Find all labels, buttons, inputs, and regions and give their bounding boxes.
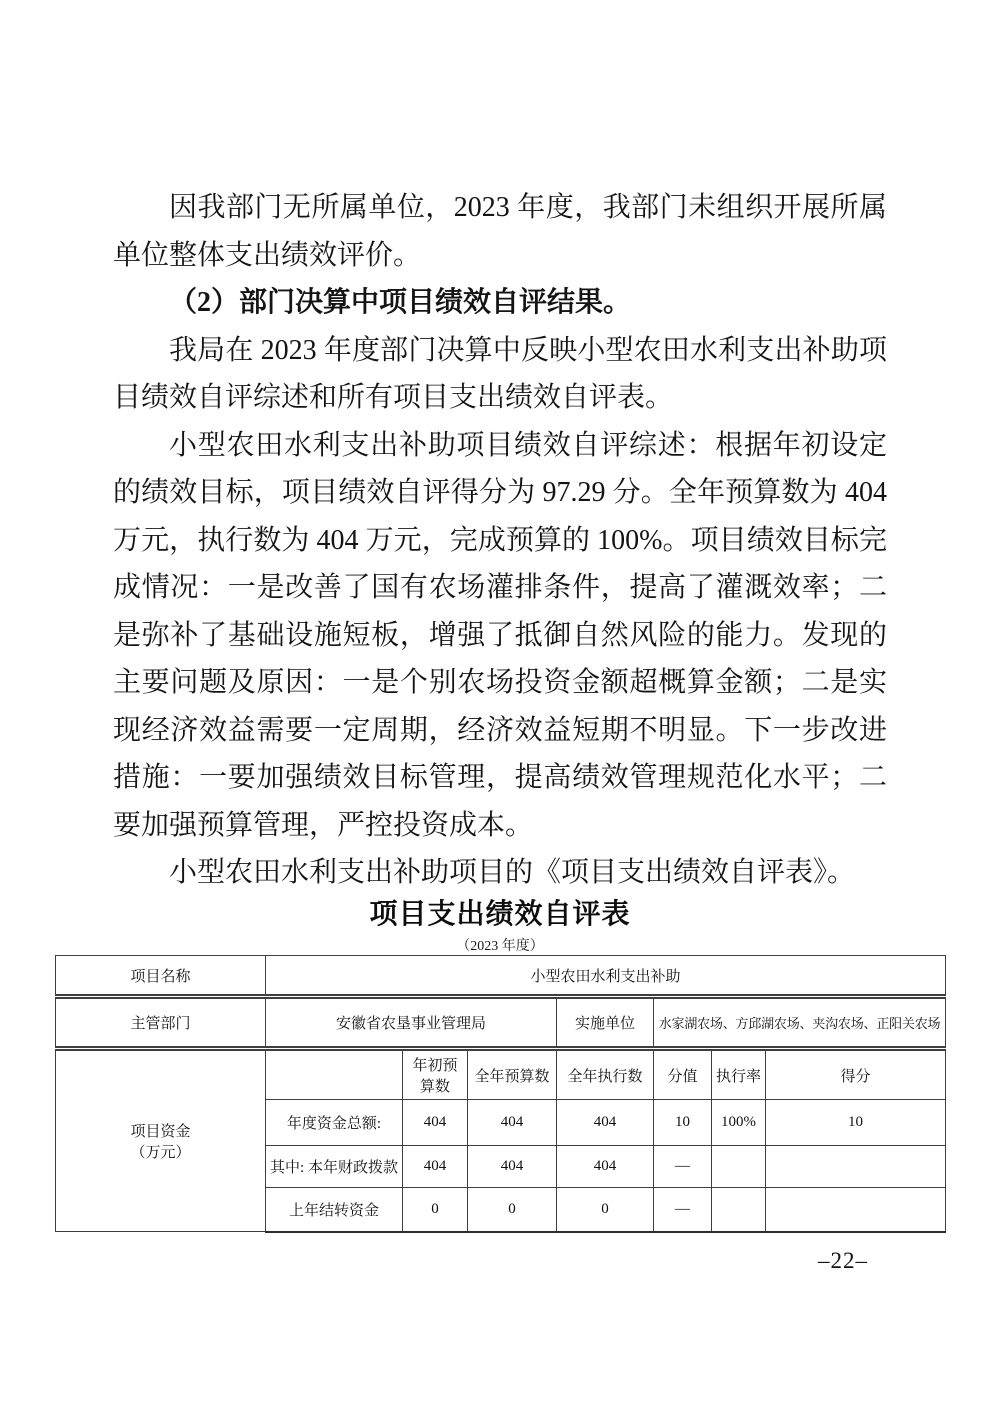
row-fiscal-label: 其中: 本年财政拨款 (266, 1146, 403, 1188)
dept-value: 安徽省农垦事业管理局 (266, 997, 557, 1049)
row-carryover-score-value: — (654, 1188, 712, 1232)
row-fiscal-score-value: — (654, 1146, 712, 1188)
table-row (56, 1049, 946, 1100)
row-total-exec: 404 (557, 1100, 654, 1146)
row-total-initial: 404 (403, 1100, 468, 1146)
project-name-value: 小型农田水利支出补助 (266, 956, 946, 997)
row-carryover-score (766, 1188, 946, 1232)
col-header-annual-budget: 全年预算数 (468, 1049, 557, 1100)
empty-cell (266, 1049, 403, 1100)
project-name-label: 项目名称 (56, 956, 266, 997)
table-subtitle: （2023 年度） (456, 939, 544, 954)
paragraph-no-subordinate-units: 因我部门无所属单位，2023 年度，我部门未组织开展所属单位整体支出绩效评价。 (113, 192, 887, 271)
row-fiscal-initial: 404 (403, 1146, 468, 1188)
row-carryover-label: 上年结转资金 (266, 1188, 403, 1232)
table-row (56, 997, 946, 1049)
row-fiscal-exec-rate (712, 1146, 766, 1188)
row-fiscal-score (766, 1146, 946, 1188)
row-total-score-value: 10 (654, 1100, 712, 1146)
table-title: 项目支出绩效自评表 (369, 898, 631, 929)
row-total-budget: 404 (468, 1100, 557, 1146)
paragraph-decision-reflect: 我局在 2023 年度部门决算中反映小型农田水利支出补助项目绩效自评综述和所有项目支出绩效自评表。 (113, 334, 887, 413)
page-number: –22– (818, 1248, 868, 1273)
row-total-funds-label: 年度资金总额: (266, 1100, 403, 1146)
project-funds-label-line2: （万元） (130, 1145, 191, 1161)
col-header-score-value: 分值 (654, 1049, 712, 1100)
impl-unit-label: 实施单位 (557, 997, 654, 1049)
row-carryover-exec-rate (712, 1188, 766, 1232)
project-funds-label (56, 1049, 266, 1232)
row-total-score: 10 (766, 1100, 946, 1146)
row-carryover-exec: 0 (557, 1188, 654, 1232)
col-header-score: 得分 (766, 1049, 946, 1100)
col-header-annual-exec: 全年执行数 (557, 1049, 654, 1100)
row-total-exec-rate: 100% (712, 1100, 766, 1146)
self-evaluation-table (55, 955, 946, 1233)
col-header-initial-budget: 年初预算数 (403, 1049, 468, 1100)
col-header-exec-rate: 执行率 (712, 1049, 766, 1100)
row-fiscal-exec: 404 (557, 1146, 654, 1188)
impl-unit-value: 水家湖农场、方邱湖农场、夹沟农场、正阳关农场 (654, 997, 946, 1049)
row-fiscal-budget: 404 (468, 1146, 557, 1188)
row-carryover-initial: 0 (403, 1188, 468, 1232)
project-funds-label-line1: 项目资金 (130, 1124, 191, 1140)
section-heading-self-eval-results: （2）部门决算中项目绩效自评结果。 (169, 287, 632, 318)
paragraph-table-intro: 小型农田水利支出补助项目的《项目支出绩效自评表》。 (169, 857, 856, 888)
paragraph-self-eval-summary: 小型农田水利支出补助项目绩效自评综述：根据年初设定的绩效目标，项目绩效自评得分为 97.29 分。全年预算数为 404 万元，执行数为 404 万元，完成预算的 100%。项目绩效目标完成情况：一是改善了国有农场灌排条件，提高了灌溉效率；二是弥补了基础设施短板，增强了抵御自然风险的能力。发现的主要问题及原因：一是个别农场投资金额超概算金额；二是实现经济效益需要一定周期，经济效益短期不明显。下一步改进措施：一要加强绩效目标管理，提高绩效管理规范化水平；二要加强预算管理，严控投资成本。 (113, 429, 887, 841)
row-carryover-budget: 0 (468, 1188, 557, 1232)
dept-label: 主管部门 (56, 997, 266, 1049)
table-row (56, 956, 946, 997)
document-body (113, 184, 887, 897)
